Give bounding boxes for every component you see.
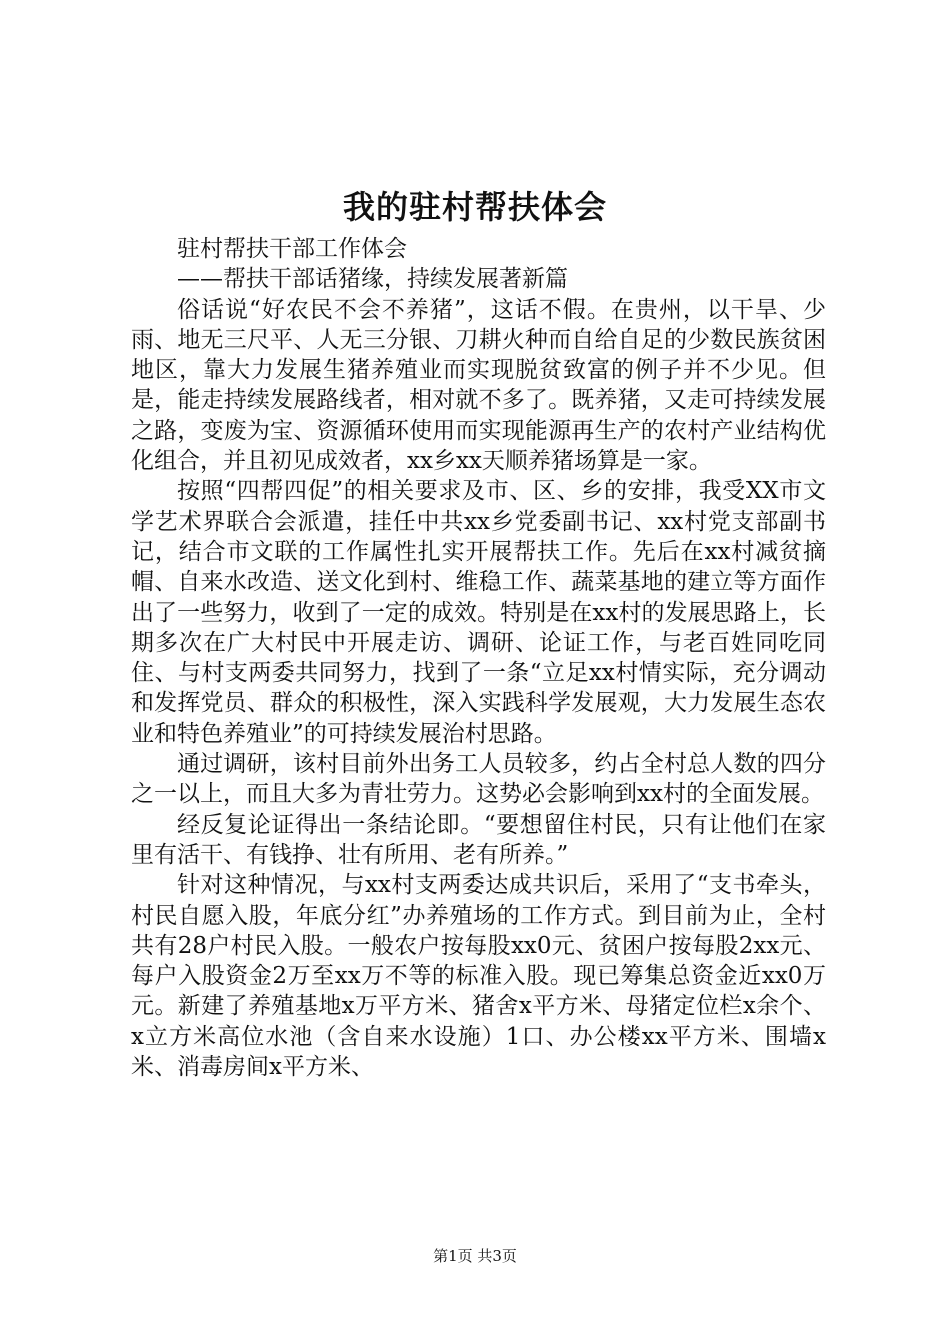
document-title: 我的驻村帮扶体会 (342, 188, 607, 226)
paragraph-conclusion: 经反复论证得出一条结论即。“要想留住村民，只有让他们在家里有活干、有钱挣、壮有所用、老有所养。” (131, 811, 826, 868)
paragraph-subheading: ——帮扶干部话猪缘，持续发展著新篇 (177, 266, 568, 293)
page-number-footer: 第1页 共3页 (433, 1247, 517, 1265)
paragraph-research: 通过调研，该村目前外出务工人员较多，约占全村总人数的四分之一以上，而且大多为青壮劳力。这势必会影响到xx村的全面发展。 (131, 751, 826, 808)
paragraph-intro: 俗话说“好农民不会不养猪”，这话不假。在贵州，以干旱、少雨、地无三尺平、人无三分银、刀耕火种而自给自足的少数民族贫困地区，靠大力发展生猪养殖业而实现脱贫致富的例子并不少见。但是，能走持续发展路线者，相对就不多了。既养猪，又走可持续发展之路，变废为宝、资源循环使用而实现能源再生产的农村产业结构优化组合，并且初见成效者，xx乡xx天顺养猪场算是一家。 (131, 296, 826, 475)
document-body (131, 234, 826, 1082)
paragraph-subtitle: 驻村帮扶干部工作体会 (177, 236, 407, 262)
paragraph-assignment: 按照“四帮四促”的相关要求及市、区、乡的安排，我受XX市文学艺术界联合会派遣，挂任中共xx乡党委副书记、xx村党支部副书记，结合市文联的工作属性扎实开展帮扶工作。先后在xx村减贫摘帽、自来水改造、送文化到村、维稳工作、蔬菜基地的建立等方面作出了一些努力，收到了一定的成效。特别是在xx村的发展思路上，长期多次在广大村民中开展走访、调研、论证工作，与老百姓同吃同住、与村支两委共同努力，找到了一条“立足xx村情实际，充分调动和发挥党员、群众的积极性，深入实践科学发展观，大力发展生态农业和特色养殖业”的可持续发展治村思路。 (131, 478, 826, 747)
paragraph-measures: 针对这种情况，与xx村支两委达成共识后，采用了“支书牵头，村民自愿入股，年底分红”办养殖场的工作方式。到目前为止，全村共有28户村民入股。一般农户按每股xx0元、贫困户按每股2xx元、每户入股资金2万至xx万不等的标准入股。现已筹集总资金近xx0万元。新建了养殖基地x万平方米、猪舍x平方米、母猪定位栏x余个、x立方米高位水池（含自来水设施）1口、办公楼xx平方米、围墙x米、消毒房间x平方米、 (131, 872, 826, 1081)
